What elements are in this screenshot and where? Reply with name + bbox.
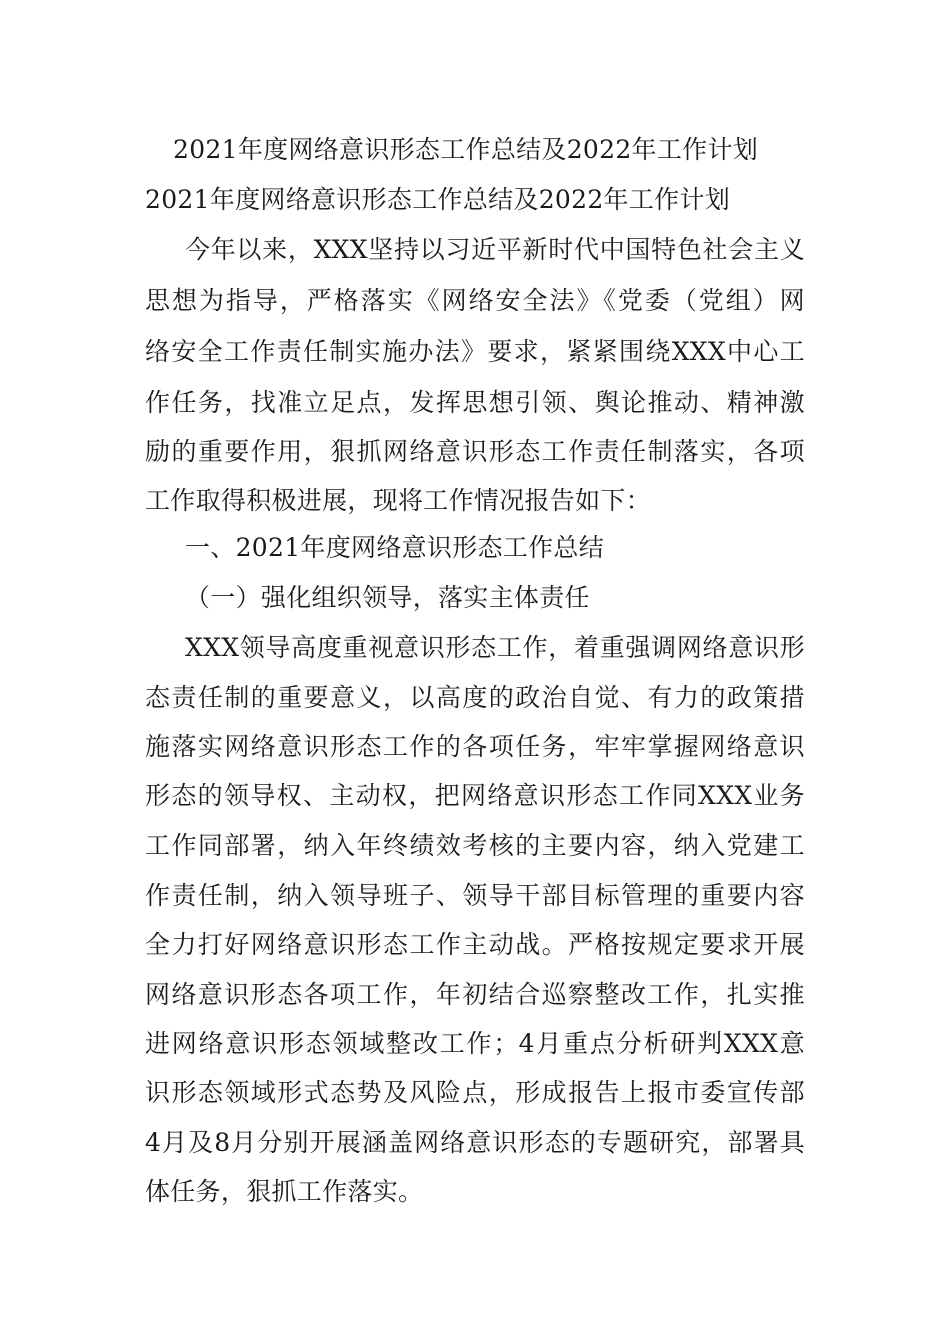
intro-line: 思想为指导，严格落实《网络安全法》《党委（党组）网	[145, 286, 805, 315]
body-line: 体任务，狠抓工作落实。	[145, 1177, 424, 1206]
body-line: 网络意识形态各项工作，年初结合巡察整改工作，扎实推	[145, 980, 805, 1009]
body-line: XXX领导高度重视意识形态工作，着重强调网络意识形	[185, 633, 805, 662]
subsection-heading: （一）强化组织领导，落实主体责任	[185, 583, 590, 612]
document-title-repeat: 2021年度网络意识形态工作总结及2022年工作计划	[145, 185, 731, 214]
intro-line: 络安全工作责任制实施办法》要求，紧紧围绕XXX中心工	[145, 337, 805, 366]
section-heading: 一、2021年度网络意识形态工作总结	[185, 533, 605, 562]
body-line: 形态的领导权、主动权，把网络意识形态工作同XXX业务	[145, 781, 805, 810]
intro-line: 作任务，找准立足点，发挥思想引领、舆论推动、精神激	[145, 388, 805, 417]
intro-line: 今年以来，XXX坚持以习近平新时代中国特色社会主义	[185, 235, 805, 264]
intro-line: 励的重要作用，狠抓网络意识形态工作责任制落实，各项	[145, 437, 805, 466]
intro-line: 工作取得积极进展，现将工作情况报告如下：	[145, 486, 652, 515]
body-line: 工作同部署，纳入年终绩效考核的主要内容，纳入党建工	[145, 831, 805, 860]
document-title: 2021年度网络意识形态工作总结及2022年工作计划	[173, 135, 759, 164]
body-line: 作责任制，纳入领导班子、领导干部目标管理的重要内容	[145, 881, 805, 910]
body-line: 进网络意识形态领域整改工作；4月重点分析研判XXX意	[145, 1029, 805, 1058]
body-line: 全力打好网络意识形态工作主动战。严格按规定要求开展	[145, 930, 805, 959]
body-line: 态责任制的重要意义，以高度的政治自觉、有力的政策措	[145, 683, 805, 712]
body-line: 施落实网络意识形态工作的各项任务，牢牢掌握网络意识	[145, 732, 805, 761]
body-line: 4月及8月分别开展涵盖网络意识形态的专题研究，部署具	[145, 1128, 805, 1157]
body-line: 识形态领域形式态势及风险点，形成报告上报市委宣传部	[145, 1078, 805, 1107]
